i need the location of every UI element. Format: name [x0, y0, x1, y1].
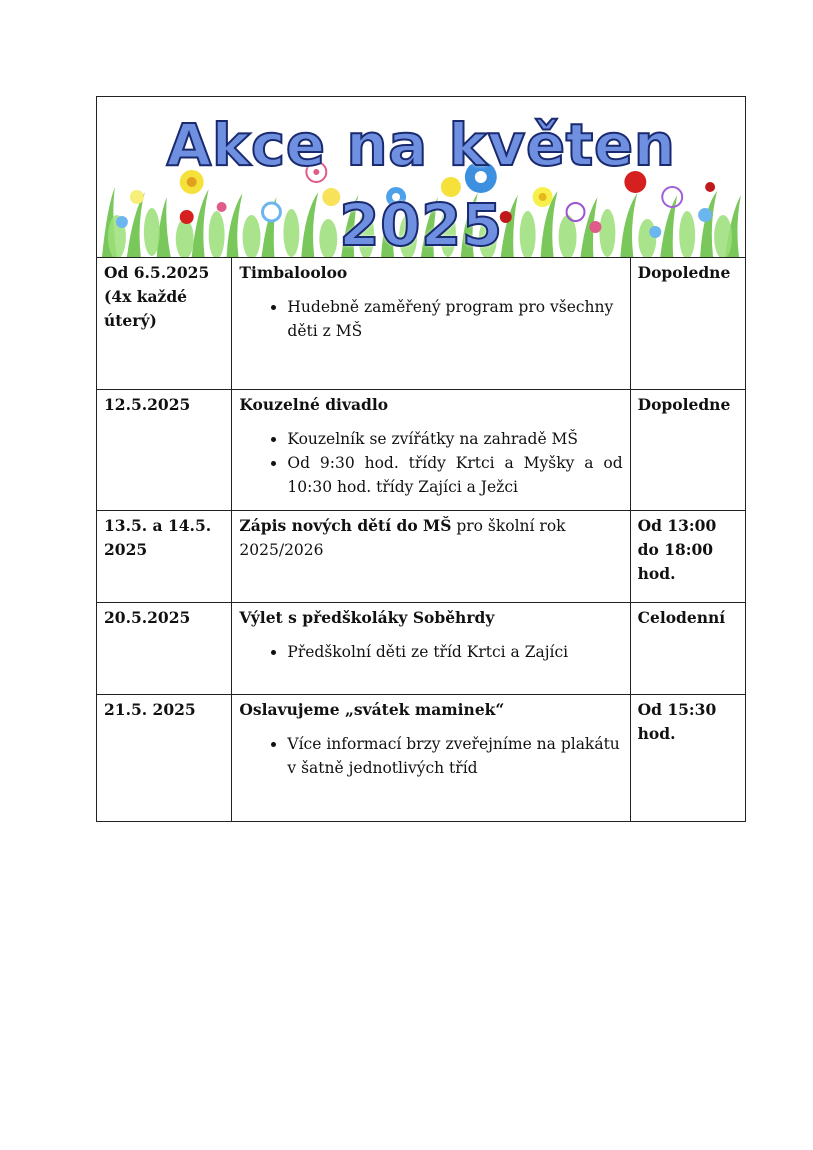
events-table [97, 258, 745, 821]
event-time: Celodenní [630, 602, 745, 694]
event-title: Výlet s předškoláky Soběhrdy [239, 607, 495, 627]
event-date: 20.5.2025 [97, 602, 232, 694]
event-details [232, 602, 630, 694]
list-item: • Hudebně zaměřený program pro všechny děti z MŠ [287, 295, 622, 343]
event-bullets [239, 427, 622, 499]
event-date: 12.5.2025 [97, 389, 232, 510]
events-document [96, 96, 746, 822]
event-details [232, 389, 630, 510]
banner [97, 97, 745, 258]
event-date: 21.5. 2025 [97, 694, 232, 821]
event-title: Timbalooloo [239, 263, 348, 282]
event-title: Oslavujeme „svátek maminek“ [239, 699, 505, 719]
table-row [97, 602, 745, 694]
event-time: Dopoledne [630, 389, 745, 510]
table-row [97, 389, 745, 510]
event-time: Od 15:30 hod. [630, 694, 745, 821]
table-row [97, 694, 745, 821]
event-details [232, 258, 630, 389]
list-item: • Kouzelník se zvířátky na zahradě MŠ [287, 427, 622, 451]
event-bullets [239, 295, 622, 343]
event-title: Zápis nových dětí do MŠ [239, 515, 452, 535]
event-bullets [239, 732, 622, 780]
list-item: • Od 9:30 hod. třídy Krtci a Myšky a od 10:30 hod. třídy Zajíci a Ježci [287, 451, 622, 499]
page-title: Akce na květen 2025 [166, 111, 676, 258]
event-title: Kouzelné divadlo [239, 394, 389, 414]
table-row [97, 510, 745, 602]
list-item: • Více informací brzy zveřejníme na plakátu v šatně jednotlivých tříd [287, 732, 622, 780]
event-details [232, 694, 630, 821]
event-date: Od 6.5.2025 (4x každé úterý) [97, 258, 232, 389]
table-row [97, 258, 745, 389]
event-title-suffix: pro školní rok 2025/2026 [239, 516, 566, 559]
event-details [232, 510, 630, 602]
event-time: Dopoledne [630, 258, 745, 389]
event-date: 13.5. a 14.5. 2025 [97, 510, 232, 602]
event-time: Od 13:00 do 18:00 hod. [630, 510, 745, 602]
event-bullets [239, 640, 622, 664]
list-item: • Předškolní děti ze tříd Krtci a Zajíci [287, 640, 622, 664]
